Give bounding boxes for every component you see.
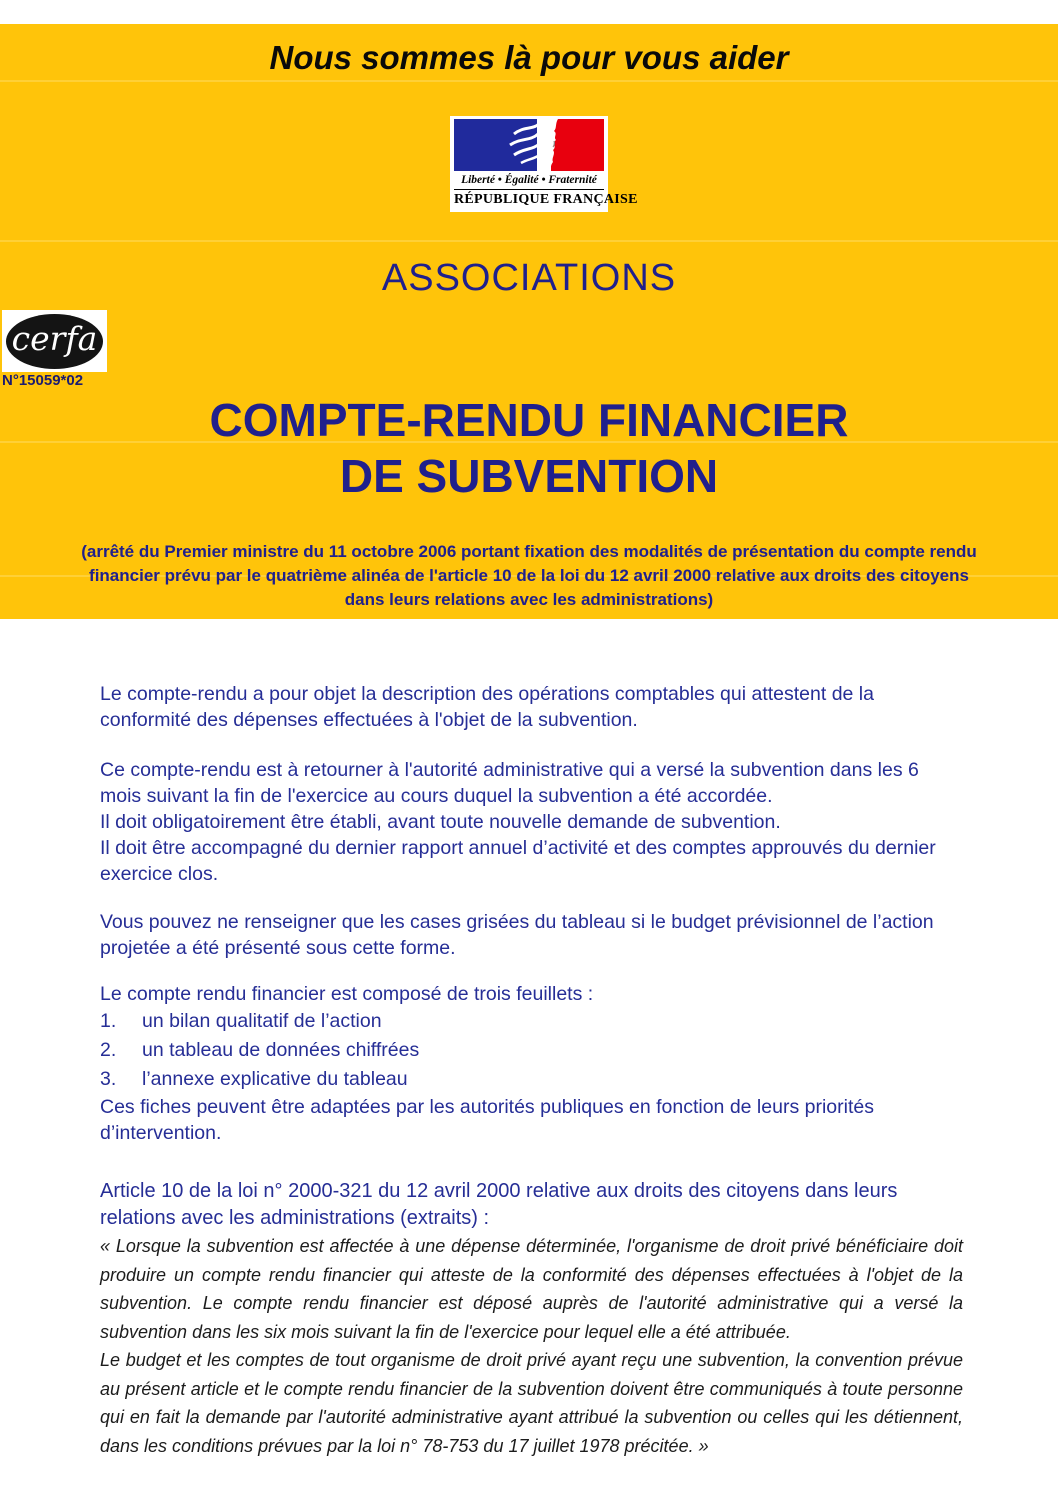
return-instructions-paragraph [100,757,963,887]
list-item [100,1007,963,1036]
cerfa-form-number: N°15059*02 [2,372,84,389]
cerfa-logo-text: cerfa [11,319,98,358]
sheets-list [100,981,963,1146]
republic-motto: Liberté • Égalité • Fraternité [454,171,604,190]
yellow-header-band [0,24,1058,619]
list-item-number: 2. [100,1039,117,1061]
top-margin-strip [0,0,1058,24]
list-item-number: 3. [100,1068,117,1090]
cerfa-block [2,310,107,389]
list-outro: Ces fiches peuvent être adaptées par les autorités publiques en fonction de leurs priorités d’intervention. [100,1096,874,1144]
paragraph-line: Il doit obligatoirement être établi, avant toute nouvelle demande de subvention. [100,811,781,833]
main-title-line1: COMPTE-RENDU FINANCIER [209,394,849,446]
list-item [100,1065,963,1094]
grey-cells-paragraph: Vous pouvez ne renseigner que les cases grisées du tableau si le budget prévisionnel de l’action projetée a été présenté sous cette forme. [100,911,934,959]
list-item [100,1036,963,1065]
legal-quote [100,1232,963,1460]
decree-line: financier prévu par le quatrième alinéa de l'article 10 de la loi du 12 avril 2000 relative aux droits des citoyens [89,566,969,585]
marianne-logo [450,116,638,212]
french-flag-icon [454,119,604,171]
list-intro: Le compte rendu financier est composé de trois feuillets : [100,983,594,1005]
list-item-text: un tableau de données chiffrées [142,1039,420,1061]
cerfa-ellipse-icon [6,314,103,369]
decree-line: dans leurs relations avec les administrations) [344,590,714,609]
table-divider [0,240,1058,242]
cerfa-logo [2,310,107,372]
quote-paragraph: « Lorsque la subvention est affectée à une dépense déterminée, l'organisme de droit privé bénéficiaire doit produire un compte rendu financier qui atteste de la conformité des dépenses effectuées à l'objet de la subvention. Le compte rendu financier est déposé auprès de l'autorité administrative qui a versé la subvention dans les six mois suivant la fin de l'exercice pour lequel elle a été attribuée. [100,1236,963,1342]
list-item-text: l’annexe explicative du tableau [142,1068,408,1090]
main-title-line2: DE SUBVENTION [339,450,719,502]
banner-title: Nous sommes là pour vous aider [269,39,789,76]
paragraph-line: Il doit être accompagné du dernier rapport annuel d’activité et des comptes approuvés du dernier exercice clos. [100,837,936,885]
intro-paragraph: Le compte-rendu a pour objet la description des opérations comptables qui attestent de la conformité des dépenses effectuées à l'objet de la subvention. [100,683,874,731]
main-title [0,392,1058,504]
associations-title: ASSOCIATIONS [381,257,677,299]
table-divider [0,80,1058,82]
paragraph-line: Ce compte-rendu est à retourner à l'autorité administrative qui a versé la subvention dans les 6 mois suivant la fin de l'exercice au cours duquel la subvention a été accordée. [100,759,919,807]
legal-extract-section [100,1178,963,1460]
decree-note [45,540,1013,612]
list-item-text: un bilan qualitatif de l’action [142,1010,382,1032]
list-item-number: 1. [100,1010,117,1032]
article-heading: Article 10 de la loi n° 2000-321 du 12 avril 2000 relative aux droits des citoyens dans leurs relations avec les administrations (extraits) : [100,1180,898,1229]
quote-paragraph: Le budget et les comptes de tout organisme de droit privé ayant reçu une subvention, la convention prévue au présent article et le compte rendu financier de la subvention doivent être communiqués à toute personne qui en fait la demande par l'autorité administrative ayant attribué la subvention ou celles qui les détiennent, dans les conditions prévues par la loi n° 78-753 du 17 juillet 1978 précitée. » [100,1350,963,1456]
republic-name: RÉPUBLIQUE FRANÇAISE [454,192,638,207]
decree-line: (arrêté du Premier ministre du 11 octobre 2006 portant fixation des modalités de présentation du compte rendu [81,542,977,561]
body-content [0,619,1058,1460]
